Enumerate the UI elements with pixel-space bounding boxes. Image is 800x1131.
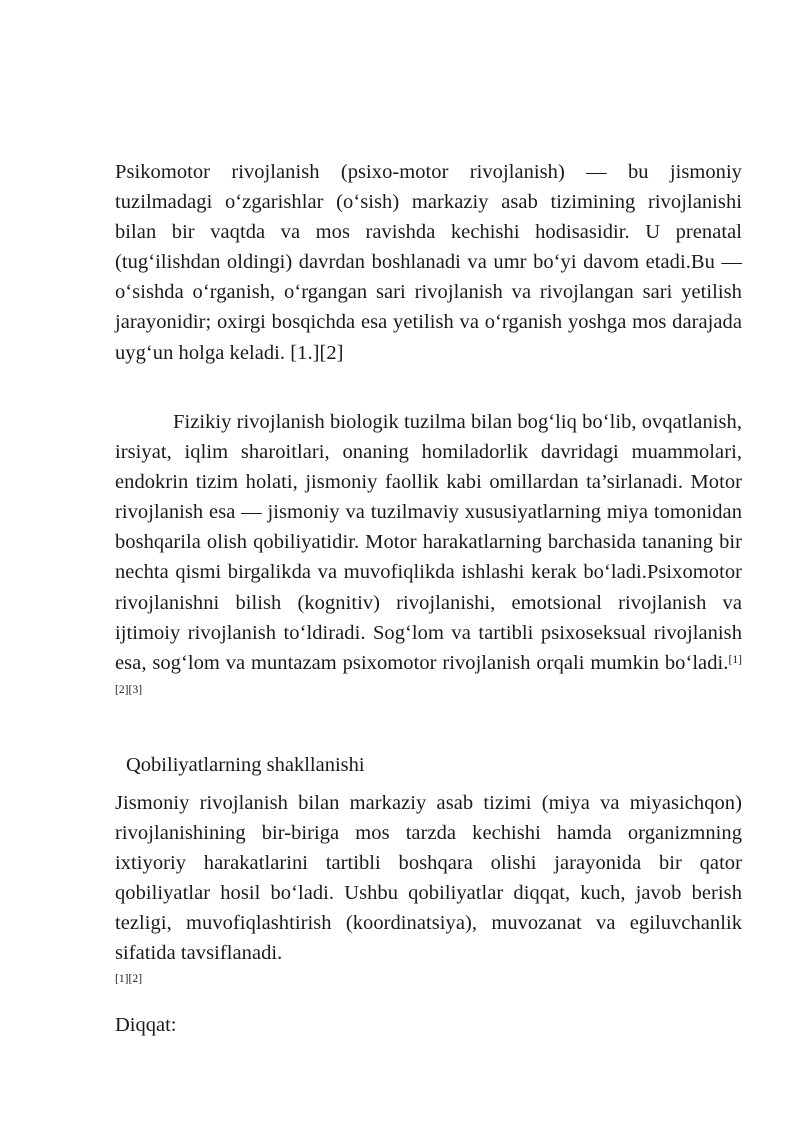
paragraph-intro-text: Psikomotor rivojlanish (psixo-motor rivojlanish) — bu jismoniy tuzilmadagi o‘zgarishlar (o‘sish) markaziy asab tizimining rivojlanishi bilan bir vaqtda va mos ravishda kechishi hodisasidir. U prenatal (tug‘ilishdan oldingi) davrdan boshlanadi va umr bo‘yi davom etadi.Bu — o‘sishda o‘rganish, o‘rgangan sari rivojlanish va rivojlangan sari yetilish jarayonidir; oxirgi bosqichda esa yetilish va o‘rganish yoshga mos darajada uyg‘un holga keladi. (115, 161, 742, 364)
paragraph-abilities-text: Jismoniy rivojlanish bilan markaziy asab tizimi (miya va miyasichqon) rivojlanishining bir-biriga mos tarzda kechishi hamda organizmning ixtiyoriy harakatlarini tartibli boshqara olishi jarayonida bir qator qobiliyatlar hosil bo‘ladi. Ushbu qobiliyatlar diqqat, kuch, javob berish tezligi, muvofiqlashtirish (koordinatsiya), muvozanat va egiluvchanlik sifatida tavsiflanadi. (115, 792, 742, 965)
paragraph-physical-development (115, 407, 742, 708)
paragraph-physical-text: Fizikiy rivojlanish biologik tuzilma bilan bog‘liq bo‘lib, ovqatlanish, irsiyat, iqlim sharoitlari, onaning homiladorlik davridagi muammolari, endokrin tizim holati, jismoniy faollik kabi omillardan ta’sirlanadi. Motor rivojlanish esa — jismoniy va tuzilmaviy xususiyatlarning miya tomonidan boshqarila olish qobiliyatidir. Motor harakatlarning barchasida tananing bir nechta qismi birgalikda va muvofiqlikda ishlashi kerak bo‘ladi.Psixomotor rivojlanishni bilish (kognitiv) rivojlanishi, emotsional rivojlanish va ijtimoiy rivojlanish to‘ldiradi. Sog‘lom va tartibli psixoseksual rivojlanish esa, sog‘lom va muntazam psixomotor rivojlanish orqali mumkin bo‘ladi. (115, 411, 742, 674)
paragraph-physical-refs[interactable]: [1][2][3] (115, 653, 742, 696)
section-heading: Qobiliyatlarning shakllanishi (126, 754, 365, 776)
paragraph-intro (115, 157, 742, 368)
section-label-diqqat: Diqqat: (115, 1014, 177, 1036)
paragraph-intro-refs[interactable]: [1.][2] (290, 341, 344, 364)
paragraph-abilities (115, 788, 742, 989)
paragraph-abilities-refs[interactable]: [1][2] (115, 972, 143, 985)
